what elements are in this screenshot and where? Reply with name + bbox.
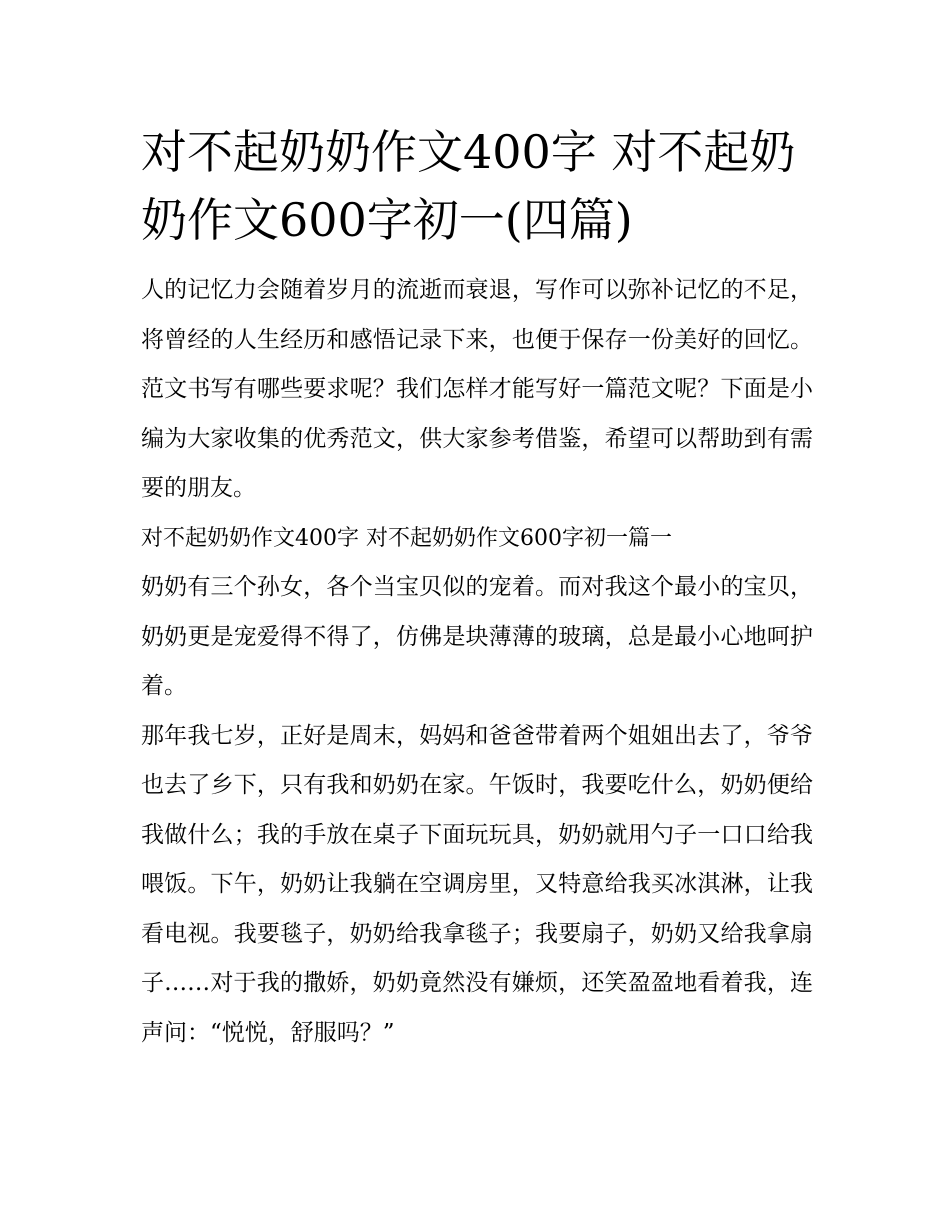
body-paragraph: 奶奶有三个孙女，各个当宝贝似的宠着。而对我这个最小的宝贝，奶奶更是宠爱得不得了，仿佛是块薄薄的玻璃，总是最小心地呵护着。: [141, 574, 813, 699]
intro-paragraph: 人的记忆力会随着岁月的流逝而衰退，写作可以弥补记忆的不足，将曾经的人生经历和感悟记录下来，也便于保存一份美好的回忆。范文书写有哪些要求呢？我们怎样才能写好一篇范文呢？下面是小编为大家收集的优秀范文，供大家参考借鉴，希望可以帮助到有需要的朋友。: [141, 277, 813, 501]
document-body: [141, 266, 813, 1058]
section-heading: 对不起奶奶作文400字 对不起奶奶作文600字初一篇一: [141, 525, 672, 551]
document-page: [141, 118, 813, 1058]
document-title: 对不起奶奶作文400字 对不起奶奶作文600字初一(四篇): [141, 125, 796, 247]
body-paragraph: 那年我七岁，正好是周末，妈妈和爸爸带着两个姐姐出去了，爷爷也去了乡下，只有我和奶奶在家。午饭时，我要吃什么，奶奶便给我做什么；我的手放在桌子下面玩玩具，奶奶就用勺子一口口给我喂饭。下午，奶奶让我躺在空调房里，又特意给我买冰淇淋，让我看电视。我要毯子，奶奶给我拿毯子；我要扇子，奶奶又给我拿扇子……对于我的撒娇，奶奶竟然没有嫌烦，还笑盈盈地看着我，连声问：“悦悦，舒服吗？”: [141, 722, 813, 1046]
